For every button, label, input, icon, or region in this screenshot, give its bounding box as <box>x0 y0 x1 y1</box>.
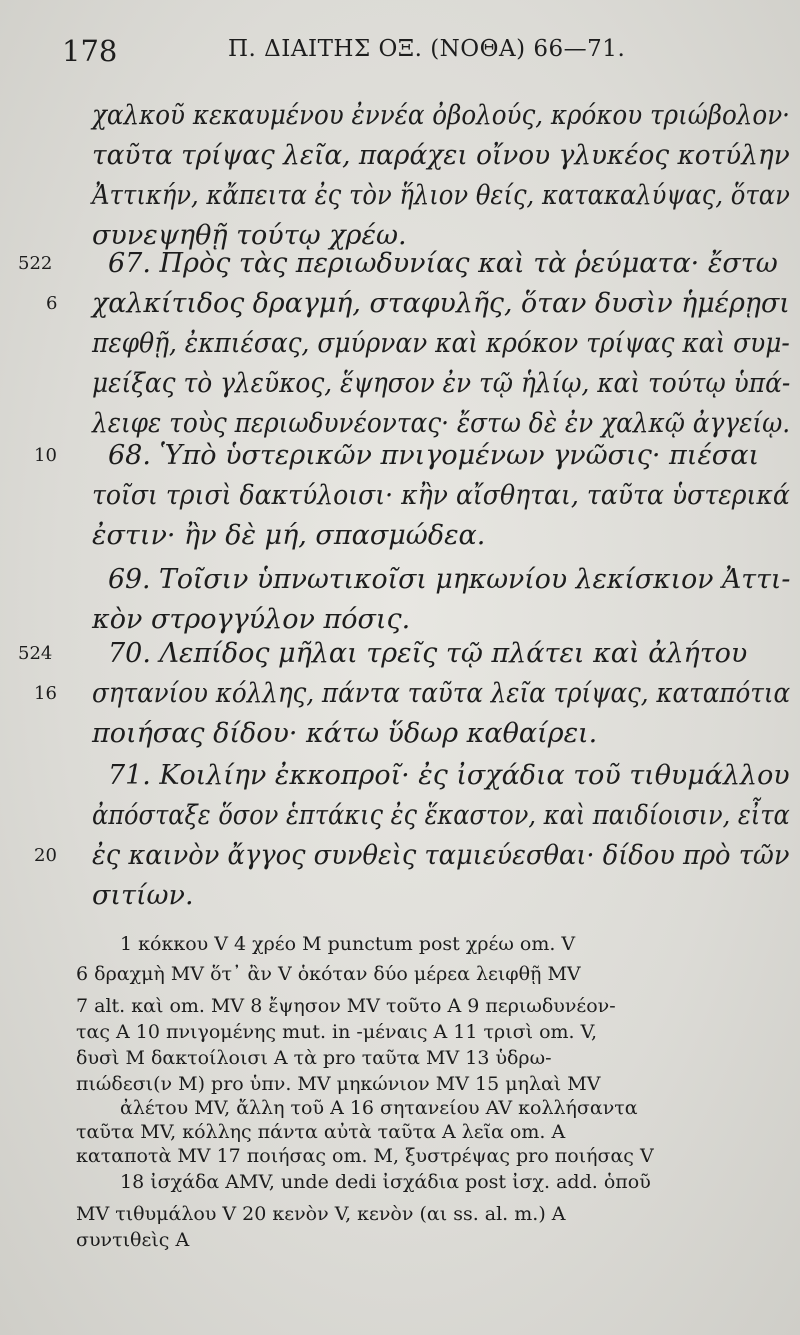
page-number: 178 <box>62 34 118 68</box>
margin-number: 10 <box>34 445 57 466</box>
text-line: 67. Πρὸς τὰς περιωδυνίας καὶ τὰ ῥεύματα· ἔστω <box>108 248 778 279</box>
text-line: πεφθῇ, ἐκπιέσας, σμύρναν καὶ κρόκον τρίψας καὶ συμ- <box>92 328 790 359</box>
apparatus-line: ἀλέτου MV, ἄλλη τοῦ A 16 σητανείου AV κολλήσαντα <box>120 1097 638 1119</box>
apparatus-line: MV τιθυμάλου V 20 κενὸν V, κενὸν (αι ss. al. m.) A <box>76 1203 566 1225</box>
apparatus-line: συντιθεὶς A <box>76 1229 190 1251</box>
margin-number: 20 <box>34 845 57 866</box>
apparatus-line: δυσὶ M δακτοίλοισι A τὰ pro ταῦτα MV 13 ὑδρω- <box>76 1047 552 1069</box>
margin-number: 522 <box>18 253 53 274</box>
margin-number: 524 <box>18 643 53 664</box>
running-title: Π. ΔΙΑΙΤΗΣ ΟΞ. (ΝΟΘΑ) 66—71. <box>228 36 626 62</box>
text-line: σητανίου κόλλης, πάντα ταῦτα λεῖα τρίψας, καταπότια <box>92 678 791 709</box>
text-line: 69. Τοῖσιν ὑπνωτικοῖσι μηκωνίου λεκίσκιον Ἀττι- <box>108 564 791 595</box>
text-line: 71. Κοιλίην ἐκκοπροῖ· ἐς ἰσχάδια τοῦ τιθυμάλλου <box>108 760 790 791</box>
apparatus-line: πιώδεσι(ν M) pro ὑπν. MV μηκώνιον MV 15 μηλαὶ MV <box>76 1073 601 1095</box>
text-line: ταῦτα τρίψας λεῖα, παράχει οἴνου γλυκέος κοτύλην <box>92 140 790 171</box>
text-line: ἐστιν· ἢν δὲ μή, σπασμώδεα. <box>92 520 486 551</box>
text-line: 70. Λεπίδος μῆλαι τρεῖς τῷ πλάτει καὶ ἀλήτου <box>108 638 748 669</box>
text-line: χαλκοῦ κεκαυμένου ἐννέα ὀβολούς, κρόκου τριώβολον· <box>92 100 790 131</box>
text-line: ἐς καινὸν ἄγγος συνθεὶς ταμιεύεσθαι· δίδου πρὸ τῶν <box>92 840 790 871</box>
apparatus-line: καταποτὰ MV 17 ποιήσας om. M, ξυστρέψας pro ποιήσας V <box>76 1145 654 1167</box>
text-line: συνεψηθῇ τούτῳ χρέω. <box>92 220 407 251</box>
text-line: κὸν στρογγύλον πόσις. <box>92 604 411 635</box>
apparatus-line: τας A 10 πνιγομένης mut. in -μέναις A 11 τρισὶ om. V, <box>76 1021 598 1043</box>
text-line: σιτίων. <box>92 880 194 911</box>
margin-number: 16 <box>34 683 57 704</box>
apparatus-line: 7 alt. καὶ om. MV 8 ἔψησον MV τοῦτο A 9 περιωδυνέον- <box>76 995 616 1017</box>
text-line: 68. Ὑπὸ ὑστερικῶν πνιγομένων γνῶσις· πιέσαι <box>108 440 760 471</box>
apparatus-line: ταῦτα MV, κόλλης πάντα αὐτὰ ταῦτα A λεῖα om. A <box>76 1121 566 1143</box>
apparatus-line: 18 ἰσχάδα AMV, unde dedi ἰσχάδια post ἰσχ. add. ὁποῦ <box>120 1171 651 1193</box>
text-line: Ἀττικήν, κἄπειτα ἐς τὸν ἥλιον θείς, κατακαλύψας, ὅταν <box>92 180 790 211</box>
text-line: λειφε τοὺς περιωδυνέοντας· ἔστω δὲ ἐν χαλκῷ ἀγγείῳ. <box>92 408 791 439</box>
text-line: χαλκίτιδος δραγμή, σταφυλῆς, ὅταν δυσὶν ἡμέρῃσι <box>92 288 790 319</box>
text-line: ἀπόσταξε ὅσον ἑπτάκις ἐς ἕκαστον, καὶ παιδίοισιν, εἶτα <box>92 800 790 831</box>
margin-number: 6 <box>46 293 58 314</box>
apparatus-line: 1 κόκκου V 4 χρέο M punctum post χρέω om. V <box>120 933 576 955</box>
text-line: τοῖσι τρισὶ δακτύλοισι· κἢν αἴσθηται, ταῦτα ὑστερικά <box>92 480 790 511</box>
page-header <box>62 30 762 70</box>
apparatus-line: 6 δραχμὴ MV ὅτ᾽ ἂν V ὁκόταν δύο μέρεα λειφθῇ MV <box>76 963 581 985</box>
text-line: ποιήσας δίδου· κάτω ὕδωρ καθαίρει. <box>92 718 598 749</box>
text-line: μείξας τὸ γλεῦκος, ἕψησον ἐν τῷ ἡλίῳ, καὶ τούτῳ ὑπά- <box>92 368 791 399</box>
